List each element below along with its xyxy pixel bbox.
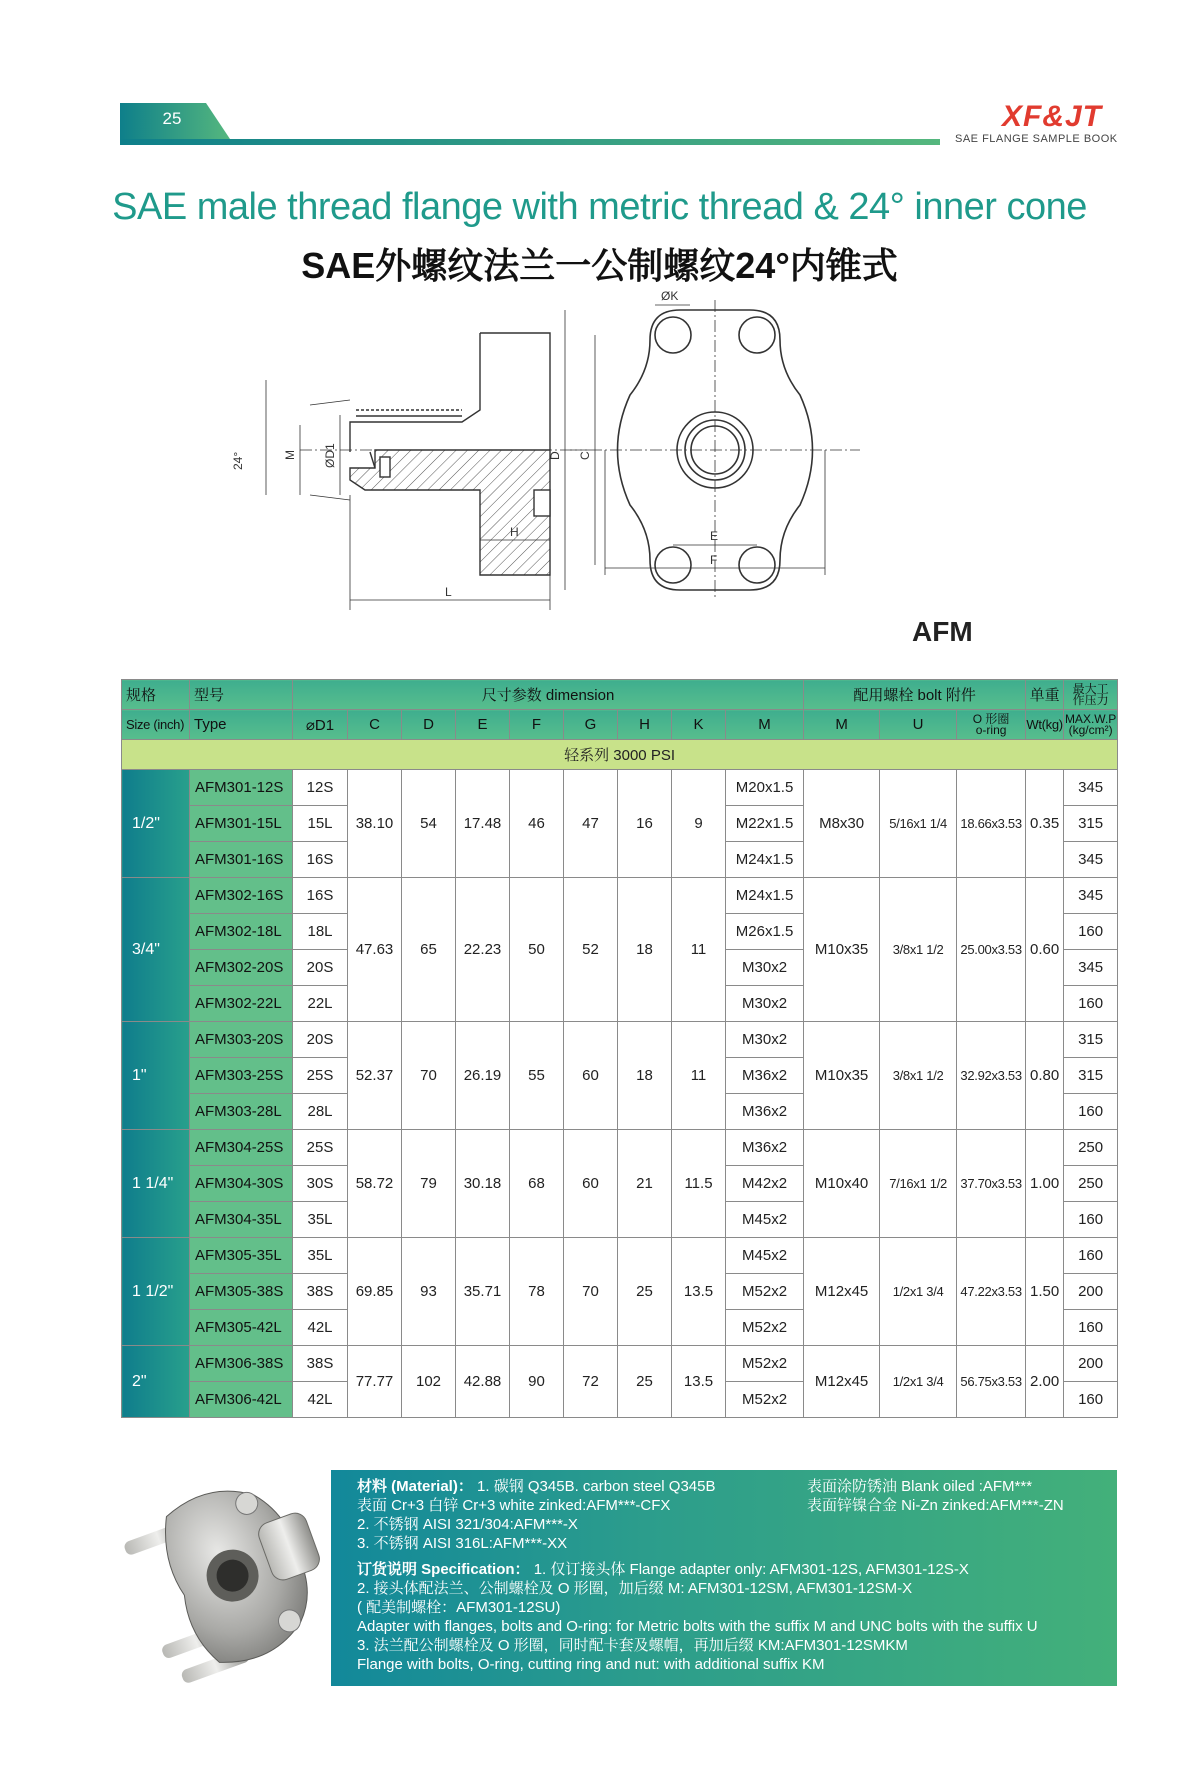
m-cell: M52x2 [726, 1346, 804, 1382]
type-cell: AFM306-42L [190, 1382, 293, 1418]
f-cell: 46 [510, 770, 564, 878]
d1-cell: 30S [293, 1166, 348, 1202]
table-row [122, 1130, 1118, 1166]
d1-cell: 25S [293, 1058, 348, 1094]
spec-table [121, 679, 1118, 1418]
c-cell: 47.63 [348, 878, 402, 1022]
header-size: 规格 [122, 680, 190, 710]
c-cell: 52.37 [348, 1022, 402, 1130]
d1-cell: 16S [293, 842, 348, 878]
f-cell: 90 [510, 1346, 564, 1418]
type-cell: AFM306-38S [190, 1346, 293, 1382]
size-cell: 3/4" [122, 878, 190, 1022]
spec-line-5: 3. 法兰配公制螺栓及 O 形圈，同时配卡套及螺帽，再加后缀 KM:AFM301-12SMKM [357, 1637, 908, 1654]
m-cell: M45x2 [726, 1238, 804, 1274]
c-cell: 77.77 [348, 1346, 402, 1418]
material-right-2: 表面锌镍合金 Ni-Zn zinked:AFM***-ZN [807, 1497, 1064, 1514]
k-cell: 9 [672, 770, 726, 878]
type-cell: AFM302-22L [190, 986, 293, 1022]
d1-cell: 18L [293, 914, 348, 950]
material-line-1: 1. 碳钢 Q345B. carbon steel Q345B [472, 1478, 716, 1495]
ordering-info-panel [331, 1470, 1117, 1686]
h-cell: 25 [618, 1238, 672, 1346]
header-d: D [402, 710, 456, 740]
k-cell: 11.5 [672, 1130, 726, 1238]
g-cell: 52 [564, 878, 618, 1022]
m-cell: M36x2 [726, 1130, 804, 1166]
oring-cell: 47.22x3.53 [957, 1238, 1026, 1346]
pressure-cell: 200 [1064, 1274, 1118, 1310]
l-label: L [445, 585, 452, 599]
header-oring: O 形圈 o-ring [957, 710, 1026, 740]
e-cell: 22.23 [456, 878, 510, 1022]
header-d1: ⌀D1 [293, 710, 348, 740]
type-cell: AFM303-25S [190, 1058, 293, 1094]
u-cell: 3/8x1 1/2 [880, 878, 957, 1022]
h-cell: 21 [618, 1130, 672, 1238]
m-cell: M22x1.5 [726, 806, 804, 842]
type-cell: AFM305-38S [190, 1274, 293, 1310]
header-h: H [618, 710, 672, 740]
d1-cell: 20S [293, 950, 348, 986]
m-cell: M42x2 [726, 1166, 804, 1202]
header-mwp: MAX.W.P (kg/cm²) [1064, 710, 1118, 740]
m-cell: M30x2 [726, 1022, 804, 1058]
spec-line-1: 1. 仅订接头体 Flange adapter only: AFM301-12S, AFM301-12S-X [529, 1561, 969, 1578]
e-cell: 30.18 [456, 1130, 510, 1238]
header-rule [120, 139, 940, 145]
pressure-cell: 345 [1064, 842, 1118, 878]
m-cell: M36x2 [726, 1058, 804, 1094]
d1-cell: 38S [293, 1274, 348, 1310]
d1-cell: 42L [293, 1310, 348, 1346]
d-cell: 70 [402, 1022, 456, 1130]
d1-cell: 22L [293, 986, 348, 1022]
d1-cell: 20S [293, 1022, 348, 1058]
pressure-cell: 160 [1064, 1382, 1118, 1418]
pressure-cell: 315 [1064, 1022, 1118, 1058]
m-cell: M24x1.5 [726, 878, 804, 914]
product-photo [121, 1470, 331, 1686]
header-size-inch: Size (inch) [122, 710, 190, 740]
m-cell: M52x2 [726, 1310, 804, 1346]
m-cell: M36x2 [726, 1094, 804, 1130]
model-label: AFM [912, 616, 973, 647]
bolt-cell: M10x40 [804, 1130, 880, 1238]
bolt-cell: M12x45 [804, 1238, 880, 1346]
d1-cell: 35L [293, 1202, 348, 1238]
k-cell: 13.5 [672, 1238, 726, 1346]
header-c: C [348, 710, 402, 740]
wt-cell: 0.35 [1026, 770, 1064, 878]
pressure-cell: 160 [1064, 986, 1118, 1022]
header-weight: 单重 [1026, 680, 1064, 710]
d1-cell: 38S [293, 1346, 348, 1382]
h-cell: 18 [618, 878, 672, 1022]
pressure-cell: 345 [1064, 770, 1118, 806]
k-cell: 13.5 [672, 1346, 726, 1418]
m-label: M [283, 450, 297, 460]
spec-line-2: 2. 接头体配法兰、公制螺栓及 O 形圈，加后缀 M: AFM301-12SM, AFM301-12SM-X [357, 1580, 913, 1597]
oring-cell: 37.70x3.53 [957, 1130, 1026, 1238]
header-e: E [456, 710, 510, 740]
oring-cell: 18.66x3.53 [957, 770, 1026, 878]
type-cell: AFM304-35L [190, 1202, 293, 1238]
d1-cell: 15L [293, 806, 348, 842]
pressure-cell: 160 [1064, 1202, 1118, 1238]
d1-cell: 42L [293, 1382, 348, 1418]
type-cell: AFM301-15L [190, 806, 293, 842]
header-wt: Wt(kg) [1026, 710, 1064, 740]
d-label: D [548, 451, 562, 460]
type-cell: AFM304-25S [190, 1130, 293, 1166]
wt-cell: 1.00 [1026, 1130, 1064, 1238]
h-cell: 18 [618, 1022, 672, 1130]
material-line-4: 3. 不锈钢 AISI 316L:AFM***-XX [357, 1535, 568, 1552]
h-cell: 16 [618, 770, 672, 878]
g-cell: 47 [564, 770, 618, 878]
d1-label: ØD1 [323, 443, 337, 468]
c-cell: 38.10 [348, 770, 402, 878]
u-cell: 7/16x1 1/2 [880, 1130, 957, 1238]
brand-subtitle: SAE FLANGE SAMPLE BOOK [955, 133, 1118, 145]
header-m: M [726, 710, 804, 740]
u-cell: 3/8x1 1/2 [880, 1022, 957, 1130]
header-f: F [510, 710, 564, 740]
e-label: E [710, 529, 719, 543]
table-header-row [122, 710, 1118, 740]
type-cell: AFM305-42L [190, 1310, 293, 1346]
bolt-cell: M8x30 [804, 770, 880, 878]
e-cell: 17.48 [456, 770, 510, 878]
size-cell: 1" [122, 1022, 190, 1130]
u-cell: 1/2x1 3/4 [880, 1346, 957, 1418]
technical-drawing [210, 289, 930, 660]
pressure-cell: 160 [1064, 914, 1118, 950]
pressure-cell: 160 [1064, 1238, 1118, 1274]
pressure-cell: 315 [1064, 1058, 1118, 1094]
header-bm: M [804, 710, 880, 740]
d-cell: 102 [402, 1346, 456, 1418]
size-cell: 1 1/4" [122, 1130, 190, 1238]
c-label: C [578, 451, 592, 460]
e-cell: 35.71 [456, 1238, 510, 1346]
e-cell: 26.19 [456, 1022, 510, 1130]
m-cell: M30x2 [726, 950, 804, 986]
d-cell: 79 [402, 1130, 456, 1238]
d1-cell: 35L [293, 1238, 348, 1274]
type-cell: AFM302-20S [190, 950, 293, 986]
pressure-cell: 250 [1064, 1166, 1118, 1202]
header-type: 型号 [190, 680, 293, 710]
u-cell: 5/16x1 1/4 [880, 770, 957, 878]
type-cell: AFM305-35L [190, 1238, 293, 1274]
bolt-cell: M10x35 [804, 1022, 880, 1130]
d1-cell: 16S [293, 878, 348, 914]
pressure-cell: 160 [1064, 1094, 1118, 1130]
g-cell: 60 [564, 1130, 618, 1238]
spec-line-6: Flange with bolts, O-ring, cutting ring and nut: with additional suffix KM [357, 1656, 825, 1673]
k-cell: 11 [672, 1022, 726, 1130]
pressure-cell: 160 [1064, 1310, 1118, 1346]
series-row [122, 740, 1118, 770]
brand-logo: XF&JT [1002, 100, 1103, 133]
wt-cell: 1.50 [1026, 1238, 1064, 1346]
g-cell: 70 [564, 1238, 618, 1346]
c-cell: 69.85 [348, 1238, 402, 1346]
k-cell: 11 [672, 878, 726, 1022]
wt-cell: 2.00 [1026, 1346, 1064, 1418]
angle-label: 24° [231, 451, 245, 470]
d1-cell: 12S [293, 770, 348, 806]
oring-cell: 32.92x3.53 [957, 1022, 1026, 1130]
header-k: K [672, 710, 726, 740]
e-cell: 42.88 [456, 1346, 510, 1418]
header-type-en: Type [190, 710, 293, 740]
material-line-3: 2. 不锈钢 AISI 321/304:AFM***-X [357, 1516, 578, 1533]
header-pressure: 最大工 作压力 [1064, 680, 1118, 710]
wt-cell: 0.80 [1026, 1022, 1064, 1130]
side-view [266, 333, 590, 610]
d1-cell: 25S [293, 1130, 348, 1166]
header-dimension: 尺寸参数 dimension [293, 680, 804, 710]
size-cell: 2" [122, 1346, 190, 1418]
oring-cell: 56.75x3.53 [957, 1346, 1026, 1418]
type-cell: AFM304-30S [190, 1166, 293, 1202]
size-cell: 1 1/2" [122, 1238, 190, 1346]
table-row [122, 878, 1118, 914]
spec-line-4: Adapter with flanges, bolts and O-ring: for Metric bolts with the suffix M and UNC bolts with the suffix U [357, 1618, 1038, 1635]
h-cell: 25 [618, 1346, 672, 1418]
page-title-chinese: SAE外螺纹法兰一公制螺纹24°内锥式 [301, 245, 898, 286]
pressure-cell: 345 [1064, 950, 1118, 986]
header-g: G [564, 710, 618, 740]
f-cell: 55 [510, 1022, 564, 1130]
page-title-english: SAE male thread flange with metric thread & 24° inner cone [112, 186, 1087, 228]
header-bolt: 配用螺栓 bolt 附件 [804, 680, 1026, 710]
k-label: ØK [661, 289, 679, 303]
pressure-cell: 315 [1064, 806, 1118, 842]
f-cell: 50 [510, 878, 564, 1022]
type-cell: AFM303-20S [190, 1022, 293, 1058]
m-cell: M45x2 [726, 1202, 804, 1238]
table-row [122, 770, 1118, 806]
spec-label: 订货说明 Specification： [357, 1561, 530, 1578]
table-row [122, 1238, 1118, 1274]
g-cell: 72 [564, 1346, 618, 1418]
spec-line-3: ( 配美制螺栓：AFM301-12SU) [357, 1599, 561, 1616]
m-cell: M20x1.5 [726, 770, 804, 806]
material-line-2: 表面 Cr+3 白锌 Cr+3 white zinked:AFM***-CFX [357, 1497, 671, 1514]
type-cell: AFM303-28L [190, 1094, 293, 1130]
m-cell: M52x2 [726, 1274, 804, 1310]
wt-cell: 0.60 [1026, 878, 1064, 1022]
size-cell: 1/2" [122, 770, 190, 878]
f-cell: 68 [510, 1130, 564, 1238]
h-label: H [510, 525, 519, 539]
type-cell: AFM301-16S [190, 842, 293, 878]
c-cell: 58.72 [348, 1130, 402, 1238]
d-cell: 65 [402, 878, 456, 1022]
d1-cell: 28L [293, 1094, 348, 1130]
table-row [122, 1022, 1118, 1058]
table-header-row [122, 680, 1118, 710]
bolt-cell: M10x35 [804, 878, 880, 1022]
f-cell: 78 [510, 1238, 564, 1346]
series-label: 轻系列 3000 PSI [122, 740, 1118, 770]
f-label: F [710, 553, 718, 567]
bolt-cell: M12x45 [804, 1346, 880, 1418]
material-label: 材料 (Material)： [357, 1478, 473, 1495]
m-cell: M24x1.5 [726, 842, 804, 878]
pressure-cell: 345 [1064, 878, 1118, 914]
pressure-cell: 200 [1064, 1346, 1118, 1382]
d-cell: 93 [402, 1238, 456, 1346]
pressure-cell: 250 [1064, 1130, 1118, 1166]
oring-cell: 25.00x3.53 [957, 878, 1026, 1022]
table-row [122, 1346, 1118, 1382]
page-number: 25 [162, 109, 182, 128]
m-cell: M30x2 [726, 986, 804, 1022]
g-cell: 60 [564, 1022, 618, 1130]
u-cell: 1/2x1 3/4 [880, 1238, 957, 1346]
d-cell: 54 [402, 770, 456, 878]
type-cell: AFM301-12S [190, 770, 293, 806]
m-cell: M26x1.5 [726, 914, 804, 950]
type-cell: AFM302-16S [190, 878, 293, 914]
header-u: U [880, 710, 957, 740]
m-cell: M52x2 [726, 1382, 804, 1418]
type-cell: AFM302-18L [190, 914, 293, 950]
material-right-1: 表面涂防锈油 Blank oiled :AFM*** [807, 1478, 1033, 1495]
